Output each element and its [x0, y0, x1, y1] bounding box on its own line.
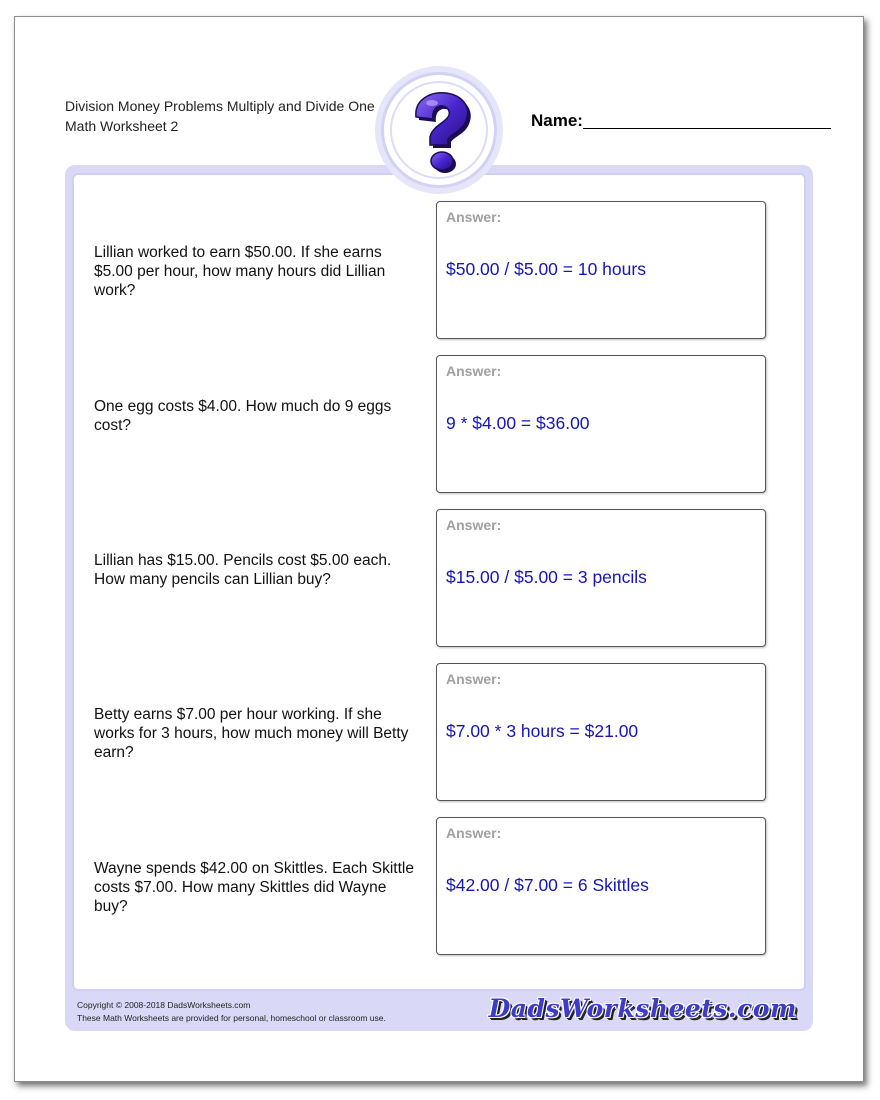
copyright-text: Copyright © 2008-2018 DadsWorksheets.com — [77, 1000, 251, 1010]
answer-label: Answer: — [446, 825, 502, 841]
answer-box-4[interactable] — [436, 663, 766, 801]
answer-label: Answer: — [446, 209, 502, 225]
usage-note: These Math Worksheets are provided for personal, homeschool or classroom use. — [77, 1013, 386, 1023]
answer-2-value: 9 * $4.00 = $36.00 — [446, 413, 590, 433]
answer-box-3[interactable] — [436, 509, 766, 647]
name-field[interactable] — [583, 128, 831, 129]
answer-label: Answer: — [446, 517, 502, 533]
worksheet-title-line1: Division Money Problems Multiply and Divide One — [65, 98, 375, 114]
logo-badge — [381, 72, 497, 188]
problems-panel — [72, 173, 806, 991]
answer-3-value: $15.00 / $5.00 = 3 pencils — [446, 567, 647, 587]
answer-4-value: $7.00 * 3 hours = $21.00 — [446, 721, 639, 741]
problem-3-text: Lillian has $15.00. Pencils cost $5.00 each. How many pencils can Lillian buy? — [94, 552, 392, 588]
problem-1-text: Lillian worked to earn $50.00. If she earns $5.00 per hour, how many hours did Lillian work? — [94, 244, 386, 299]
worksheet-footer — [65, 993, 813, 1031]
copyright-notice — [77, 999, 386, 1025]
answer-box-5[interactable] — [436, 817, 766, 955]
question-mark-icon — [402, 87, 478, 175]
problem-4-text: Betty earns $7.00 per hour working. If she works for 3 hours, how much money will Betty earn? — [94, 706, 409, 761]
answer-box-1[interactable] — [436, 201, 766, 339]
answer-label: Answer: — [446, 363, 502, 379]
worksheet-title — [65, 96, 395, 136]
answer-box-2[interactable] — [436, 355, 766, 493]
worksheet-page — [14, 16, 864, 1082]
brand-logo: DadsWorksheets.com — [488, 994, 797, 1023]
problem-2-text: One egg costs $4.00. How much do 9 eggs cost? — [94, 398, 392, 434]
answer-label: Answer: — [446, 671, 502, 687]
worksheet-frame — [65, 165, 813, 1031]
answer-1-value: $50.00 / $5.00 = 10 hours — [446, 259, 646, 279]
worksheet-title-line2: Math Worksheet 2 — [65, 118, 179, 134]
name-label: Name: — [531, 111, 583, 130]
answer-5-value: $42.00 / $7.00 = 6 Skittles — [446, 875, 649, 895]
problem-5-text: Wayne spends $42.00 on Skittles. Each Skittle costs $7.00. How many Skittles did Wayne buy? — [94, 860, 414, 915]
